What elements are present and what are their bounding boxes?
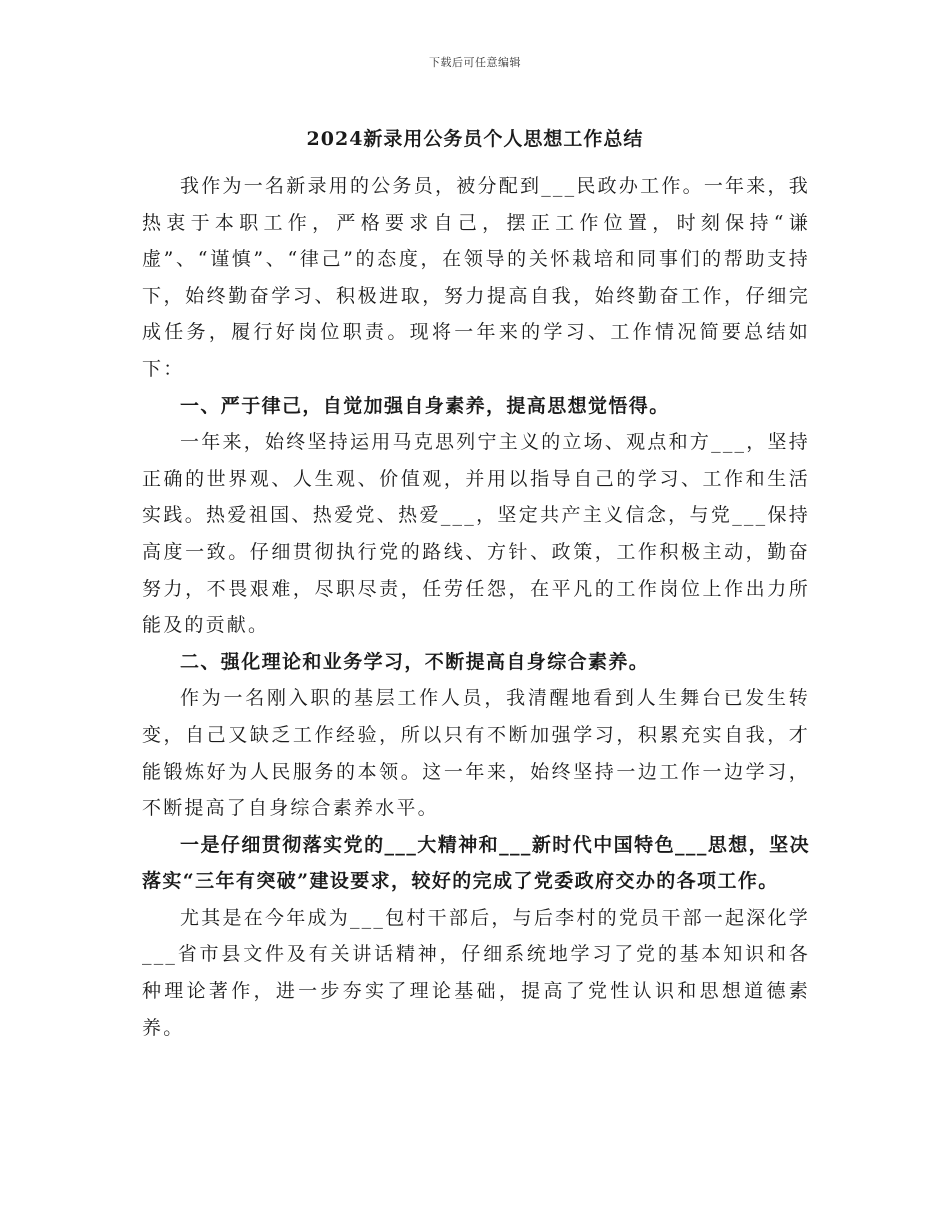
document-title: 2024新录用公务员个人思想工作总结	[306, 128, 644, 150]
intro-paragraph: 我作为一名新录用的公务员，被分配到___民政办工作。一年来，我热衷于本职工作，严格要求自己，摆正工作位置，时刻保持“谦虚”、“谨慎”、“律己”的态度，在领导的关怀栽培和同事们的帮助支持下，始终勤奋学习、积极进取，努力提高自我，始终勤奋工作，仔细完成任务，履行好岗位职责。现将一年来的学习、工作情况简要总结如下：	[142, 175, 810, 380]
subsection-heading-1: 一是仔细贯彻落实党的___大精神和___新时代中国特色___思想，坚决落实“三年有突破”建设要求，较好的完成了党委政府交办的各项工作。	[142, 833, 810, 893]
section-heading-2: 二、强化理论和业务学习，不断提高自身综合素养。	[180, 650, 650, 673]
document-body	[142, 168, 810, 1046]
section-heading-1: 一、严于律己，自觉加强自身素养，提高思想觉悟得。	[180, 394, 670, 417]
subsection-1-paragraph: 尤其是在今年成为___包村干部后，与后李村的党员干部一起深化学___省市县文件及有关讲话精神，仔细系统地学习了党的基本知识和各种理论著作，进一步夯实了理论基础，提高了党性认识和思想道德素养。	[142, 906, 810, 1039]
section-2-paragraph: 作为一名刚入职的基层工作人员，我清醒地看到人生舞台已发生转变，自己又缺乏工作经验，所以只有不断加强学习，积累充实自我，才能锻炼好为人民服务的本领。这一年来，始终坚持一边工作一边学习，不断提高了自身综合素养水平。	[142, 687, 810, 820]
section-1-paragraph: 一年来，始终坚持运用马克思列宁主义的立场、观点和方___，坚持正确的世界观、人生观、价值观，并用以指导自己的学习、工作和生活实践。热爱祖国、热爱党、热爱___，坚定共产主义信念，与党___保持高度一致。仔细贯彻执行党的路线、方针、政策，工作积极主动，勤奋努力，不畏艰难，尽职尽责，任劳任怨，在平凡的工作岗位上作出力所能及的贡献。	[142, 431, 810, 637]
header-note: 下载后可任意编辑	[429, 56, 521, 69]
